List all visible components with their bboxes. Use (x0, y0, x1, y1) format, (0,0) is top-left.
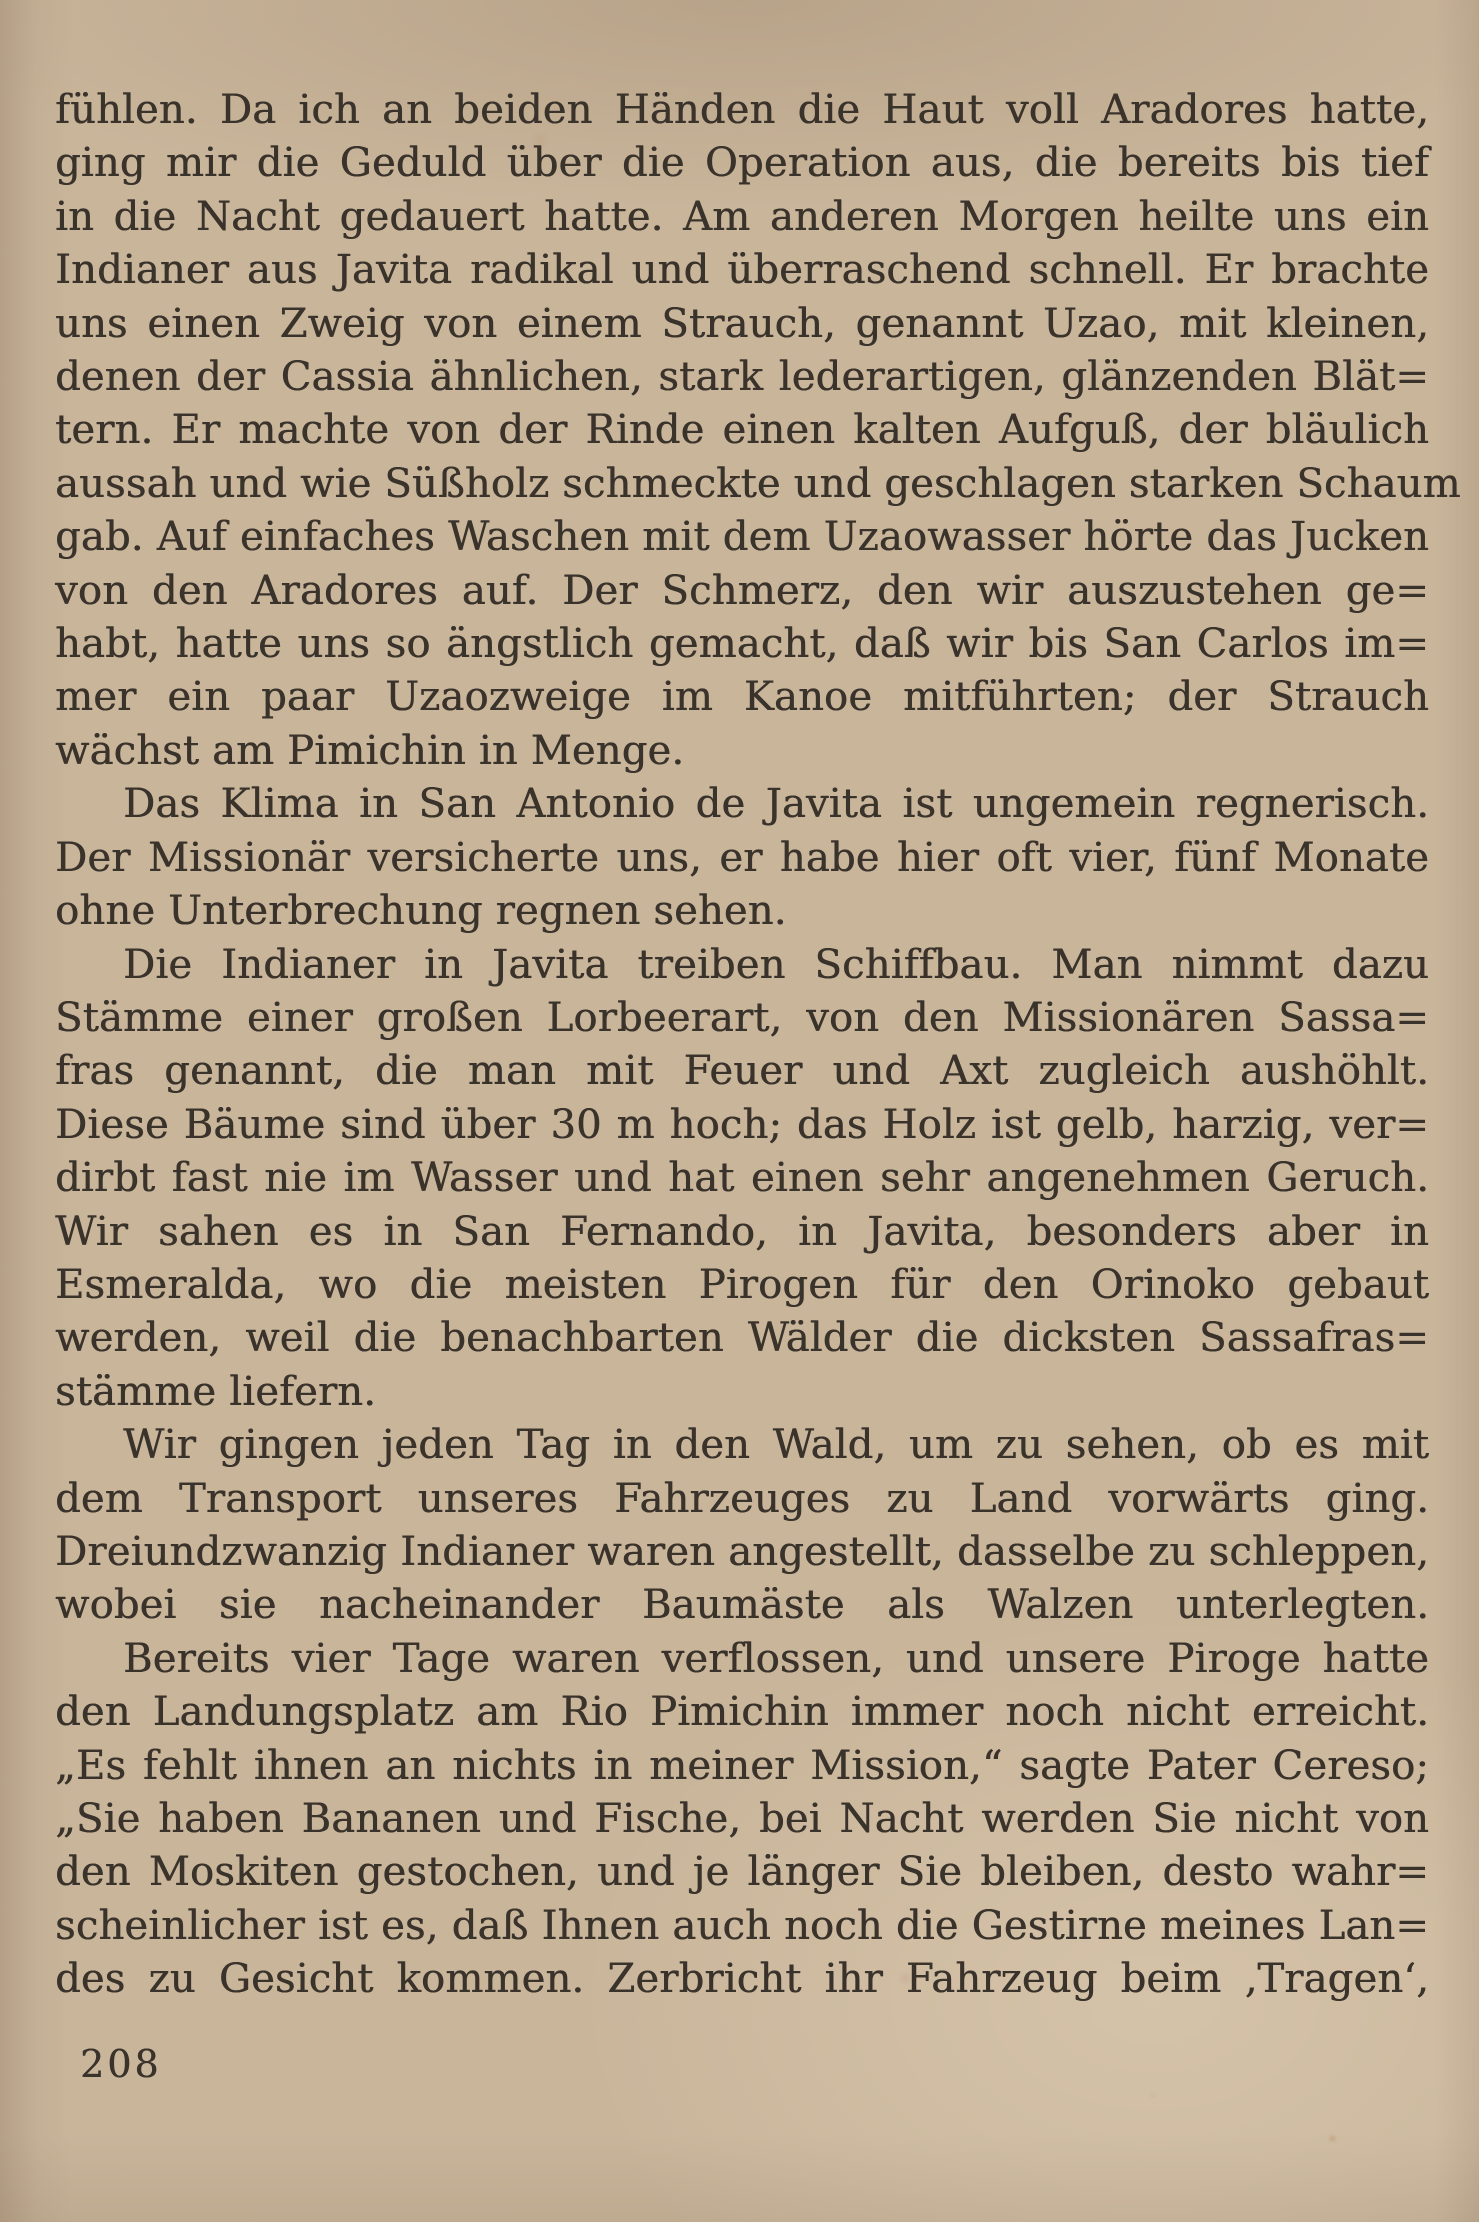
text-line: aussah und wie Süßholz schmeckte und geschlagen starken Schaum (55, 460, 1461, 507)
text-line: Esmeralda, wo die meisten Pirogen für den Orinoko gebaut (55, 1261, 1429, 1308)
text-line: Das Klima in San Antonio de Javita ist ungemein regnerisch. (123, 781, 1429, 828)
text-line: denen der Cassia ähnlichen, stark lederartigen, glänzenden Blät= (55, 354, 1429, 401)
text-line: Bereits vier Tage waren verflossen, und unsere Piroge hatte (123, 1635, 1429, 1682)
text-line: in die Nacht gedauert hatte. Am anderen Morgen heilte uns ein (55, 193, 1429, 240)
text-line: scheinlicher ist es, daß Ihnen auch noch die Gestirne meines Lan= (55, 1902, 1429, 1949)
text-line: Stämme einer großen Lorbeerart, von den Missionären Sassa= (55, 994, 1429, 1041)
text-line: Der Missionär versicherte uns, er habe hier oft vier, fünf Monate (55, 834, 1429, 881)
text-line: gab. Auf einfaches Waschen mit dem Uzaowasser hörte das Jucken (55, 514, 1429, 561)
text-line: wobei sie nacheinander Baumäste als Walzen unterlegten. (55, 1582, 1429, 1629)
text-line: ging mir die Geduld über die Operation aus, die bereits bis tief (55, 140, 1429, 187)
text-line: „Es fehlt ihnen an nichts in meiner Mission,“ sagte Pater Cereso; (55, 1742, 1429, 1789)
text-line: fras genannt, die man mit Feuer und Axt zugleich aushöhlt. (55, 1048, 1429, 1095)
text-line: „Sie haben Bananen und Fische, bei Nacht werden Sie nicht von (55, 1796, 1429, 1842)
text-line: den Landungsplatz am Rio Pimichin immer noch nicht erreicht. (55, 1689, 1429, 1736)
text-line: dirbt fast nie im Wasser und hat einen sehr angenehmen Geruch. (55, 1155, 1429, 1202)
page-number: 208 (80, 2042, 162, 2086)
text-line: mer ein paar Uzaozweige im Kanoe mitführten; der Strauch (55, 674, 1429, 721)
text-line: wächst am Pimichin in Menge. (55, 727, 685, 774)
text-line: Indianer aus Javita radikal und überraschend schnell. Er brachte (55, 247, 1429, 294)
text-line: uns einen Zweig von einem Strauch, genannt Uzao, mit kleinen, (55, 300, 1429, 347)
text-line: tern. Er machte von der Rinde einen kalten Aufguß, der bläulich (55, 407, 1429, 454)
text-line: Diese Bäume sind über 30 m hoch; das Holz ist gelb, harzig, ver= (55, 1101, 1429, 1148)
text-line: stämme liefern. (55, 1368, 377, 1415)
text-line: Wir gingen jeden Tag in den Wald, um zu sehen, ob es mit (123, 1422, 1429, 1469)
text-line: fühlen. Da ich an beiden Händen die Haut voll Aradores hatte, (55, 87, 1429, 133)
text-line: dem Transport unseres Fahrzeuges zu Land vorwärts ging. (55, 1475, 1429, 1522)
text-line: werden, weil die benachbarten Wälder die dicksten Sassafras= (55, 1315, 1429, 1362)
text-line: Dreiundzwanzig Indianer waren angestellt, dasselbe zu schleppen, (55, 1528, 1429, 1575)
text-line: Wir sahen es in San Fernando, in Javita, besonders aber in (55, 1208, 1429, 1255)
text-line: habt, hatte uns so ängstlich gemacht, daß wir bis San Carlos im= (55, 621, 1429, 668)
page-text (55, 84, 1461, 2007)
text-line: den Moskiten gestochen, und je länger Sie bleiben, desto wahr= (55, 1849, 1429, 1896)
text-line: ohne Unterbrechung regnen sehen. (55, 888, 787, 935)
text-line: von den Aradores auf. Der Schmerz, den wir auszustehen ge= (55, 567, 1429, 614)
text-line: des zu Gesicht kommen. Zerbricht ihr Fahrzeug beim ‚Tragen‘, (55, 1956, 1429, 2003)
text-line: Die Indianer in Javita treiben Schiffbau. Man nimmt dazu (123, 941, 1429, 988)
